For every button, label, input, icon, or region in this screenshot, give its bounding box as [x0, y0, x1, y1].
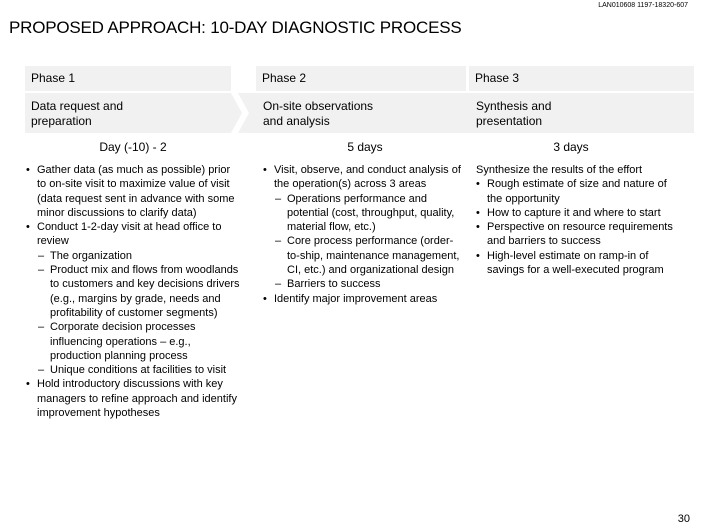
phase-3-chevron — [460, 93, 694, 133]
phase-1-title-line2: preparation — [31, 114, 92, 128]
phase-3-header-label: Phase 3 — [475, 71, 520, 85]
list-item: • Visit, observe, and conduct analysis of the operation(s) across 3 areas — [263, 163, 461, 192]
phase-2-title-line2: and analysis — [263, 114, 330, 128]
list-item: – Unique conditions at facilities to visit — [26, 363, 240, 377]
phase-2-header — [256, 66, 466, 91]
phase-3-title-line2: presentation — [476, 114, 543, 128]
list-item: • Conduct 1-2-day visit at head office to review — [26, 220, 240, 249]
phase-3-duration: 3 days — [553, 140, 589, 154]
list-item: – Product mix and flows from woodlands to customers and key decisions drivers (e.g., margins by grade, needs and profitability of customer segments) — [26, 263, 240, 320]
phase-3-details — [476, 163, 682, 277]
list-item: – Core process performance (order-to-ship, maintenance management, CI, etc.) and organizational design — [263, 234, 461, 277]
list-item: • Gather data (as much as possible) prior to on-site visit to maximize value of visit (data request sent in advance with some minor discussions to clarify data) — [26, 163, 240, 220]
list-item: – Barriers to success — [263, 277, 461, 291]
phase-2-duration: 5 days — [347, 140, 383, 154]
list-item: • Rough estimate of size and nature of the opportunity — [476, 177, 682, 206]
phase-1-title-line1: Data request and — [31, 99, 124, 113]
list-item: – Operations performance and potential (cost, throughput, quality, material flow, etc.) — [263, 192, 461, 235]
phase-1-header-label: Phase 1 — [31, 71, 76, 85]
page-title: PROPOSED APPROACH: 10-DAY DIAGNOSTIC PROCESS — [9, 18, 462, 37]
list-item: • High-level estimate on ramp-in of savings for a well-executed program — [476, 249, 682, 278]
list-item: – The organization — [26, 249, 240, 263]
phase-1-header — [25, 66, 231, 91]
list-item: • Hold introductory discussions with key managers to refine approach and identify improvement hypotheses — [26, 377, 240, 420]
document-id: LAN010608 1197-18320-607 — [598, 2, 688, 9]
phase-1-chevron — [25, 93, 243, 133]
list-item: • How to capture it and where to start — [476, 206, 682, 220]
phase-2-chevron — [238, 93, 476, 133]
phase-2-details — [263, 163, 461, 306]
phase-2-header-label: Phase 2 — [262, 71, 307, 85]
phase-1-duration: Day (-10) - 2 — [99, 140, 167, 154]
page-number: 30 — [677, 513, 690, 525]
list-item: Synthesize the results of the effort — [476, 164, 643, 176]
list-item: – Corporate decision processes influencing operations – e.g., production planning process — [26, 320, 240, 363]
phase-2-title-line1: On-site observations — [263, 99, 374, 113]
list-item: • Perspective on resource requirements and barriers to success — [476, 220, 682, 249]
phase-3-header — [469, 66, 694, 91]
phase-3-title-line1: Synthesis and — [476, 99, 552, 113]
list-item: • Identify major improvement areas — [263, 292, 461, 306]
phase-1-details — [26, 163, 240, 420]
